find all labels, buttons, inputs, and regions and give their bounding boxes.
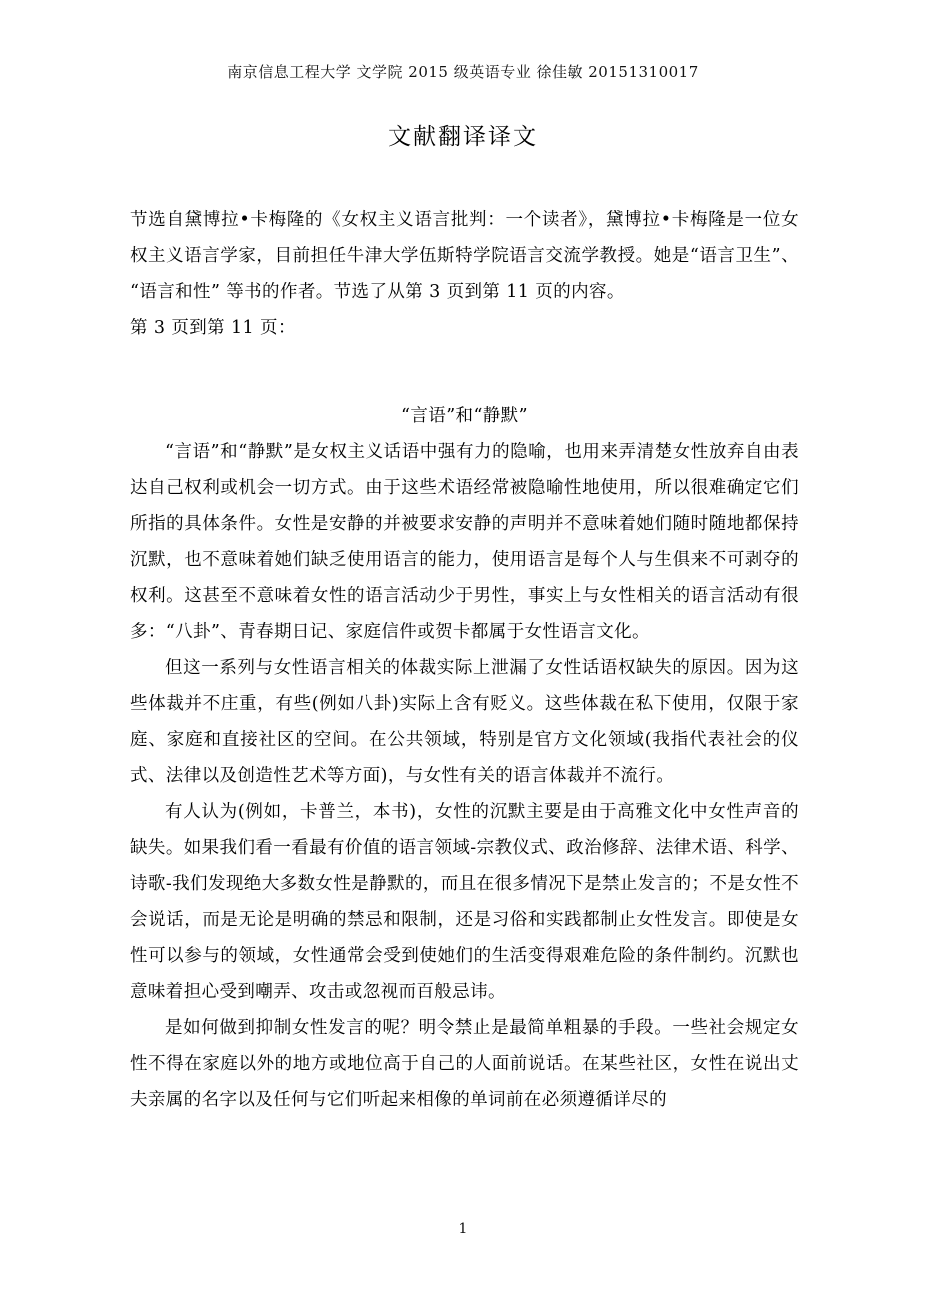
document-title: 文献翻译译文 [388, 124, 538, 150]
page-number: 1 [458, 1221, 468, 1237]
body-paragraph-3: 有人认为(例如，卡普兰，本书)，女性的沉默主要是由于高雅文化中女性声音的缺失。如果我们看一看最有价值的语言领域-宗教仪式、政治修辞、法律术语、科学、诗歌-我们发现绝大多数女性是静默的，而且在很多情况下是禁止发言的；不是女性不会说话，而是无论是明确的禁忌和限制，还是习俗和实践都制止女性发言。即使是女性可以参与的领域，女性通常会受到使她们的生活变得艰难危险的条件制约。沉默也意味着担心受到嘲弄、攻击或忽视而百般忌讳。 [130, 802, 799, 1002]
document-header: 南京信息工程大学 文学院 2015 级英语专业 徐佳敏 20151310017 [227, 63, 699, 81]
page-range-line: 第 3 页到第 11 页： [130, 318, 296, 338]
section-title: “言语”和“静默” [401, 406, 528, 426]
body-paragraph-2: 但这一系列与女性语言相关的体裁实际上泄漏了女性话语权缺失的原因。因为这些体裁并不庄重，有些(例如八卦)实际上含有贬义。这些体裁在私下使用，仅限于家庭、家庭和直接社区的空间。在公共领域，特别是官方文化领域(我指代表社会的仪式、法律以及创造性艺术等方面)，与女性有关的语言体裁并不流行。 [130, 658, 799, 786]
document-body [130, 202, 799, 1118]
intro-paragraph: 节选自黛博拉•卡梅隆的《女权主义语言批判：一个读者》，黛博拉•卡梅隆是一位女权主义语言学家，目前担任牛津大学伍斯特学院语言交流学教授。她是“语言卫生”、“语言和性” 等书的作者。节选了从第 3 页到第 11 页的内容。 [130, 210, 799, 302]
intro-block [130, 202, 799, 346]
body-paragraph-4: 是如何做到抑制女性发言的呢？明令禁止是最简单粗暴的手段。一些社会规定女性不得在家庭以外的地方或地位高于自己的人面前说话。在某些社区，女性在说出丈夫亲属的名字以及任何与它们听起来相像的单词前在必须遵循详尽的 [130, 1018, 799, 1110]
body-paragraph-1: “言语”和“静默”是女权主义话语中强有力的隐喻，也用来弄清楚女性放弃自由表达自己权利或机会一切方式。由于这些术语经常被隐喻性地使用，所以很难确定它们所指的具体条件。女性是安静的并被要求安静的声明并不意味着她们随时随地都保持沉默，也不意味着她们缺乏使用语言的能力，使用语言是每个人与生俱来不可剥夺的权利。这甚至不意味着女性的语言活动少于男性，事实上与女性相关的语言活动有很多：“八卦”、青春期日记、家庭信件或贺卡都属于女性语言文化。 [130, 442, 799, 642]
